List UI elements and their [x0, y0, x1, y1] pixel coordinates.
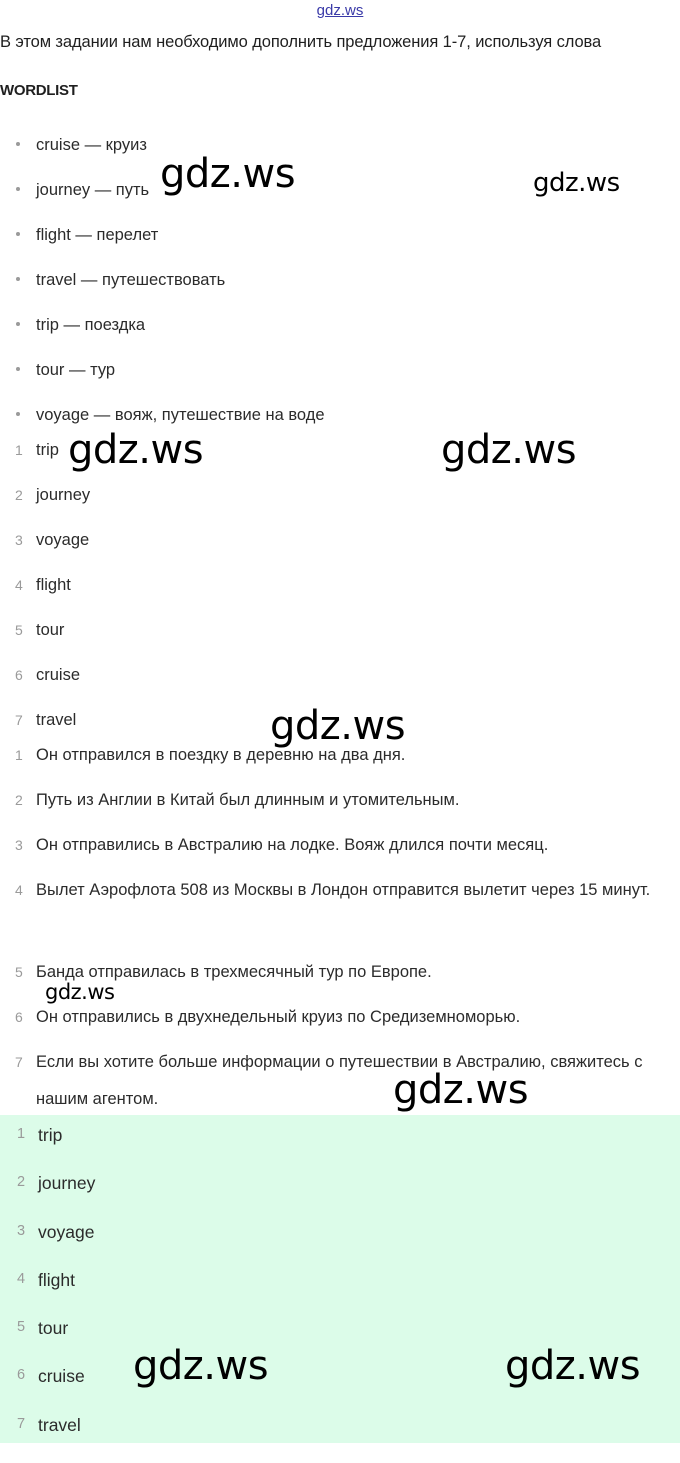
bullet-icon	[16, 367, 20, 371]
watermark: gdz.ws	[505, 1343, 641, 1389]
wordlist-title: WORDLIST	[0, 82, 78, 99]
bullet-icon	[16, 277, 20, 281]
wordlist-item: tour — тур	[0, 361, 680, 406]
bullet-icon	[16, 412, 20, 416]
list-item: 1 trip	[15, 441, 59, 459]
list-item: 5 Банда отправилась в трехмесячный тур по Европе.	[15, 963, 432, 981]
wordlist-item: journey — путь	[0, 181, 680, 226]
list-item: 2 Путь из Англии в Китай был длинным и утомительным.	[15, 791, 460, 809]
list-item: 4 Вылет Аэрофлота 508 из Москвы в Лондон отправится вылетит через 15 минут.	[15, 881, 651, 899]
watermark: gdz.ws	[45, 980, 115, 1004]
wordlist-item: voyage — вояж, путешествие на воде	[0, 406, 680, 451]
bullet-icon	[16, 187, 20, 191]
list-item: 3 voyage	[15, 531, 90, 549]
watermark: gdz.ws	[133, 1343, 269, 1389]
wordlist-item: trip — поездка	[0, 316, 680, 361]
watermark: gdz.ws	[270, 703, 406, 749]
list-item: 6 cruise	[15, 666, 81, 684]
wordlist-item: cruise — круиз	[0, 136, 680, 181]
list-item: 7 Если вы хотите больше информации о путешествии в Австралию, свяжитесь с нашим агентом.	[15, 1053, 643, 1108]
list-item: 1 Он отправился в поездку в деревню на два дня.	[15, 746, 406, 764]
intro-text: В этом задании нам необходимо дополнить предложения 1-7, используя слова	[0, 33, 602, 51]
watermark: gdz.ws	[533, 168, 620, 198]
site-link[interactable]: gdz.ws	[316, 2, 364, 19]
bullet-icon	[16, 322, 20, 326]
list-item: 4 flight	[15, 576, 71, 594]
final-answer-box: 1 trip 2 journey 3 voyage 4 flight 5 tour 6 cruise 7 travel	[0, 1115, 680, 1443]
watermark: gdz.ws	[68, 427, 204, 473]
list-item: 3 Он отправились в Австралию на лодке. Вояж длился почти месяц.	[15, 836, 549, 854]
list-item: 2 journey	[15, 486, 91, 504]
translations-list	[0, 746, 680, 1135]
list-item: 7 travel	[15, 711, 77, 729]
watermark: gdz.ws	[441, 427, 577, 473]
list-item: 5 tour	[15, 621, 65, 639]
wordlist-item: flight — перелет	[0, 226, 680, 271]
watermark: gdz.ws	[393, 1067, 529, 1113]
watermark: gdz.ws	[160, 151, 296, 197]
wordlist-item: travel — путешествовать	[0, 271, 680, 316]
bullet-icon	[16, 232, 20, 236]
list-item: 6 Он отправились в двухнедельный круиз по Средиземноморью.	[15, 1008, 521, 1026]
bullet-icon	[16, 142, 20, 146]
